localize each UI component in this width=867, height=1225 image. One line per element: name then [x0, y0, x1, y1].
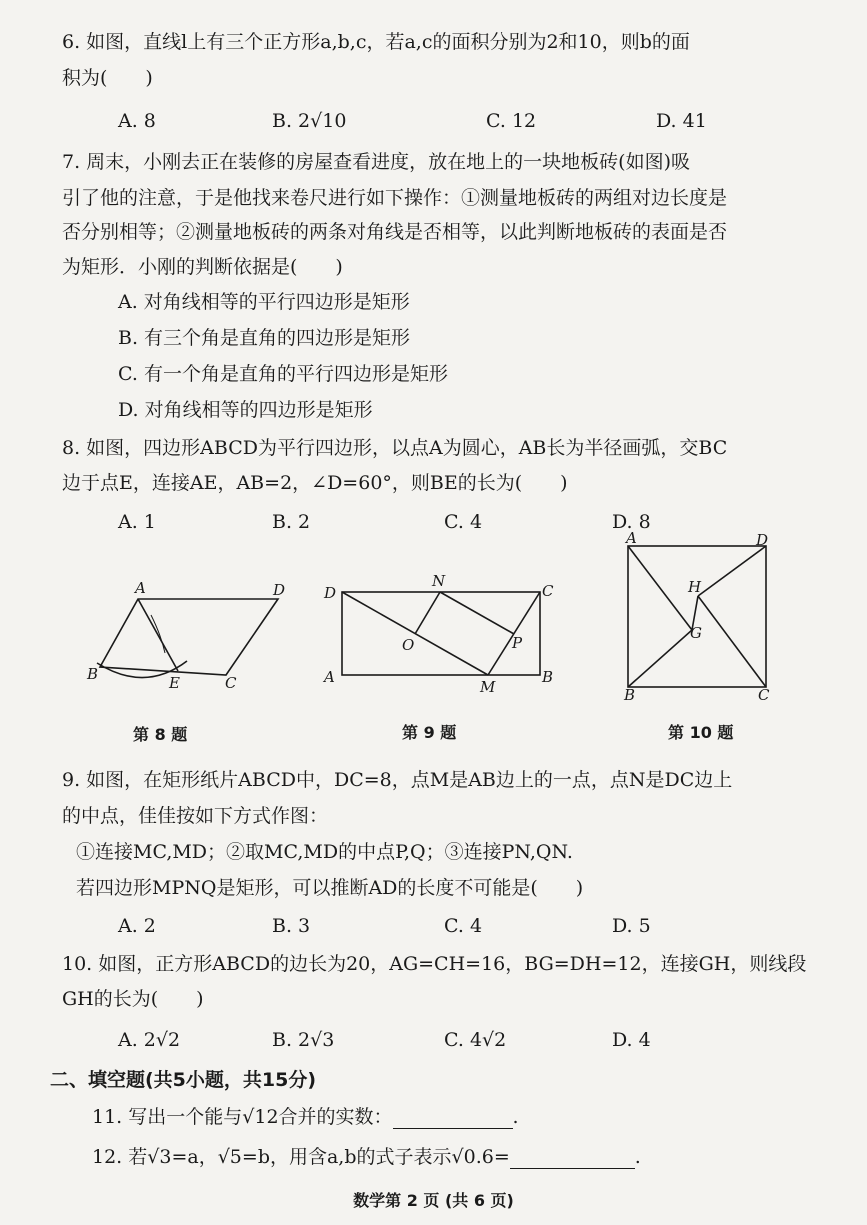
- q9-option-c: C. 4: [444, 915, 483, 937]
- q7-line1: 7. 周末，小刚去正在装修的房屋查看进度，放在地上的一块地板砖(如图)吸: [62, 151, 690, 173]
- q12-end: .: [634, 1146, 641, 1168]
- q6-option-a: A. 8: [118, 110, 156, 132]
- q9-line2: 的中点，佳佳按如下方式作图：: [62, 805, 329, 827]
- page-footer: 数学第 2 页 (共 6 页): [353, 1191, 514, 1210]
- fig9-label-m: M: [480, 678, 496, 696]
- q6-option-c: C. 12: [486, 110, 537, 132]
- fig9-label-b: B: [542, 668, 554, 686]
- fig8-label-e: E: [169, 674, 180, 692]
- q10-option-b: B. 2√3: [272, 1029, 335, 1051]
- q6-line2: 积为( ): [62, 67, 153, 89]
- q7-option-b: B. 有三个角是直角的四边形是矩形: [118, 327, 411, 349]
- fig9-rectangle-abcd: [342, 592, 540, 675]
- q12-text: 12. 若√3=a，√5=b，用含a,b的式子表示√0.6=: [92, 1146, 510, 1168]
- q8-option-c: C. 4: [444, 511, 483, 533]
- fig8-caption: 第 8 题: [133, 725, 188, 744]
- q10-line2: GH的长为( ): [62, 988, 204, 1010]
- q6-option-d: D. 41: [656, 110, 707, 132]
- fig9-label-n: N: [432, 572, 446, 590]
- q12-answer-blank[interactable]: [510, 1150, 635, 1169]
- q7-option-d: D. 对角线相等的四边形是矩形: [118, 399, 373, 421]
- fig10-label-b: B: [624, 686, 636, 704]
- fig9-caption: 第 9 题: [402, 723, 457, 742]
- section-2-heading: 二、填空题(共5小题，共15分): [50, 1069, 317, 1091]
- fig9-label-a: A: [324, 668, 335, 686]
- fig8-label-a: A: [135, 579, 146, 597]
- figure-8-parallelogram: [85, 575, 300, 695]
- fig10-segment-bg: [628, 630, 692, 687]
- fig10-label-a: A: [626, 529, 637, 547]
- q6-option-b: B. 2√10: [272, 110, 347, 132]
- q9-line3: ①连接MC,MD；②取MC,MD的中点P,Q；③连接PN,QN.: [76, 841, 573, 863]
- fig9-segment-np: [440, 592, 514, 634]
- q9-option-d: D. 5: [612, 915, 651, 937]
- q10-option-c: C. 4√2: [444, 1029, 507, 1051]
- q11-text: 11. 写出一个能与√12合并的实数：: [92, 1106, 393, 1128]
- fig9-label-p: P: [512, 634, 523, 652]
- q9-line4: 若四边形MPNQ是矩形，可以推断AD的长度不可能是( ): [76, 877, 584, 899]
- q8-line1: 8. 如图，四边形ABCD为平行四边形，以点A为圆心，AB长为半径画弧，交BC: [62, 437, 728, 459]
- q11-end: .: [512, 1106, 519, 1128]
- figure-10-square: [620, 529, 780, 704]
- q11-line: [92, 1105, 519, 1129]
- figure-9-rectangle: [320, 570, 565, 700]
- q8-option-d: D. 8: [612, 511, 651, 533]
- fig8-label-d: D: [273, 581, 286, 599]
- q7-line3: 否分别相等；②测量地板砖的两条对角线是否相等，以此判断地板砖的表面是否: [62, 221, 728, 243]
- q8-option-a: A. 1: [118, 511, 156, 533]
- q9-line1: 9. 如图，在矩形纸片ABCD中，DC=8，点M是AB边上的一点，点N是DC边上: [62, 769, 733, 791]
- fig8-label-b: B: [87, 665, 99, 683]
- fig8-label-c: C: [225, 674, 237, 692]
- q7-line4: 为矩形．小刚的判断依据是( ): [62, 256, 343, 278]
- q11-answer-blank[interactable]: [393, 1110, 513, 1129]
- fig9-segment-no: [415, 592, 440, 634]
- q10-option-d: D. 4: [612, 1029, 651, 1051]
- fig10-label-c: C: [758, 686, 770, 704]
- fig9-label-o: O: [402, 636, 415, 654]
- fig10-label-g: G: [690, 624, 702, 642]
- q7-option-c: C. 有一个角是直角的平行四边形是矩形: [118, 363, 448, 385]
- fig8-parallelogram-shape: [100, 599, 278, 675]
- fig10-square-abcd: [628, 546, 766, 687]
- q10-option-a: A. 2√2: [118, 1029, 181, 1051]
- fig8-segment-ae: [138, 599, 178, 671]
- fig10-segment-ch: [698, 596, 766, 687]
- q12-line: [92, 1145, 641, 1169]
- q7-line2: 引了他的注意，于是他找来卷尺进行如下操作：①测量地板砖的两组对边长度是: [62, 187, 728, 209]
- fig10-caption: 第 10 题: [668, 723, 734, 742]
- fig10-label-d: D: [756, 531, 769, 549]
- q6-line1: 6. 如图，直线l上有三个正方形a,b,c，若a,c的面积分别为2和10，则b的面: [62, 31, 690, 53]
- fig9-label-d: D: [324, 584, 337, 602]
- fig10-segment-ag: [628, 546, 692, 630]
- q7-option-a: A. 对角线相等的平行四边形是矩形: [118, 291, 410, 313]
- q8-line2: 边于点E，连接AE，AB=2，∠D=60°，则BE的长为( ): [62, 472, 568, 494]
- fig9-label-c: C: [542, 582, 554, 600]
- fig10-segment-dh: [698, 546, 766, 596]
- q9-option-a: A. 2: [118, 915, 156, 937]
- q8-option-b: B. 2: [272, 511, 311, 533]
- fig10-label-h: H: [688, 578, 702, 596]
- q10-line1: 10. 如图，正方形ABCD的边长为20，AG=CH=16，BG=DH=12，连接GH，则线段: [62, 953, 807, 975]
- q9-option-b: B. 3: [272, 915, 311, 937]
